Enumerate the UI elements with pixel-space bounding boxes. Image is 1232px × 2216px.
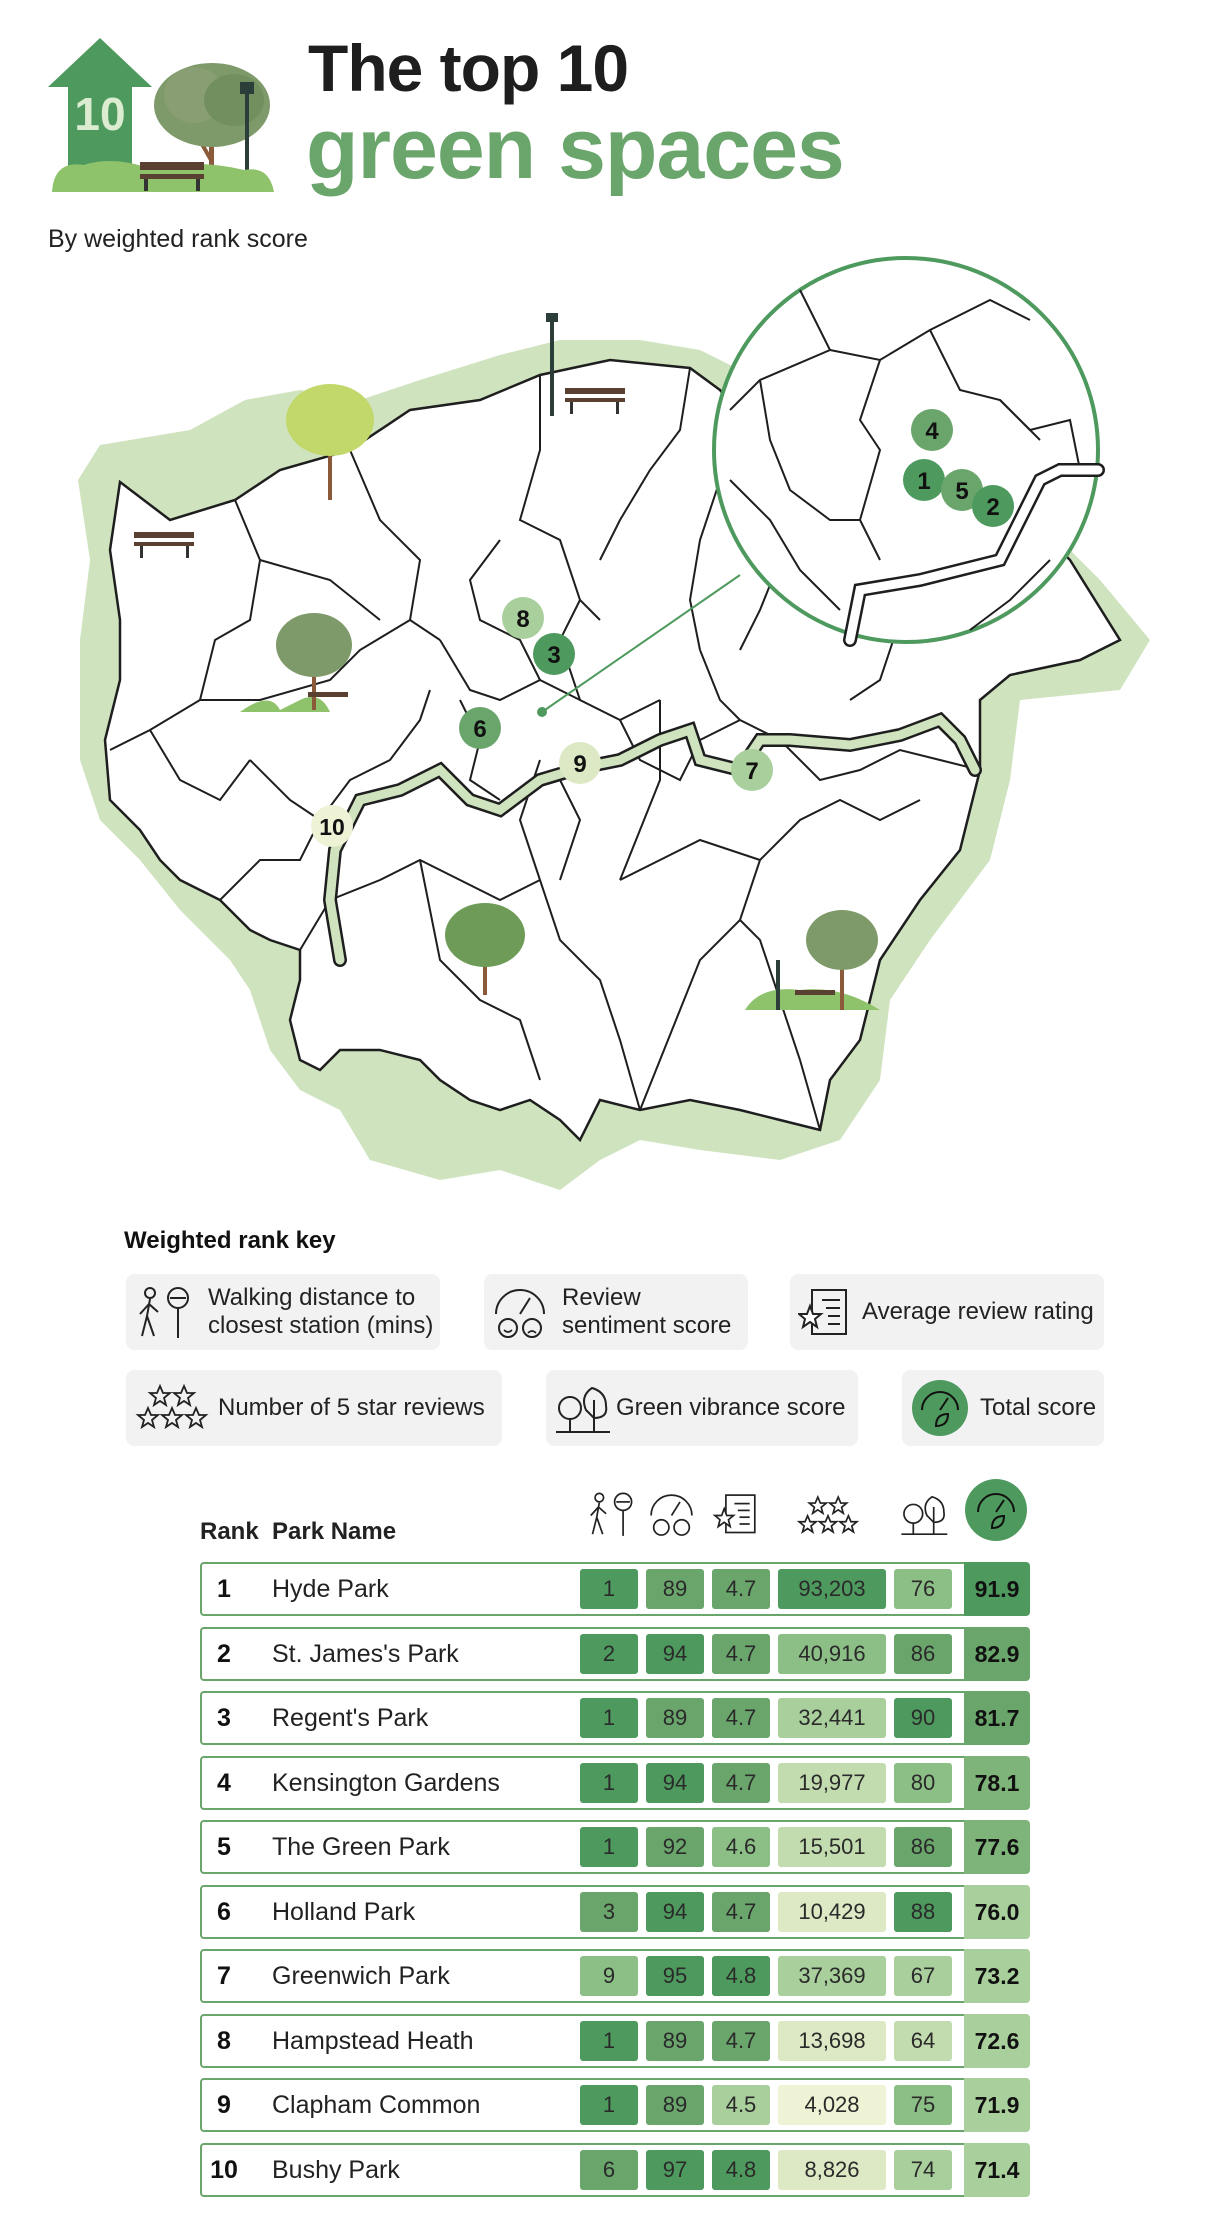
five-star-cell: 32,441 [778,1698,886,1738]
park-name-cell: Clapham Common [272,2091,481,2119]
total-score-cell: 71.9 [964,2078,1030,2132]
walk-cell: 1 [580,1698,638,1738]
svg-text:2: 2 [986,494,1000,521]
rating-cell: 4.5 [712,2085,770,2125]
sentiment-cell: 94 [646,1634,704,1674]
sentiment-gauge-icon [651,1495,692,1535]
park-name-cell: Holland Park [272,1897,416,1926]
table-row [200,1562,1030,1616]
key-label-line1: Walking distance to [208,1284,416,1311]
rank-cell: 7 [217,1962,231,1990]
total-score-cell: 81.7 [964,1691,1030,1745]
map-marker-10 [311,805,353,847]
rating-cell: 4.7 [712,2021,770,2061]
total-score-cell: 82.9 [964,1627,1030,1681]
total-score-cell: 72.6 [964,2014,1030,2068]
rating-cell: 4.7 [712,1634,770,1674]
green-cell: 74 [894,2150,952,2190]
key-label-line1: Green vibrance score [616,1394,846,1421]
green-cell: 76 [894,1569,952,1609]
sentiment-cell: 94 [646,1763,704,1803]
green-cell: 75 [894,2085,952,2125]
sentiment-cell: 92 [646,1827,704,1867]
svg-text:5: 5 [955,478,969,505]
svg-text:10: 10 [319,814,345,840]
rating-cell: 4.8 [712,2150,770,2190]
column-header-park: Park Name [272,1518,397,1545]
rank-cell: 4 [217,1768,231,1797]
rating-cell: 4.7 [712,1569,770,1609]
rank-cell: 8 [217,2026,231,2055]
table-row [200,2078,1030,2132]
map-marker-6 [459,707,501,749]
key-label-line1: Total score [980,1394,1097,1421]
svg-text:8: 8 [516,606,530,633]
total-score-icon [910,1378,970,1438]
five-star-icon [799,1497,857,1532]
rank-cell: 9 [217,2091,231,2119]
sentiment-cell: 97 [646,2150,704,2190]
park-name-cell: Hampstead Heath [272,2026,474,2055]
rank-cell: 1 [217,1575,231,1603]
walk-cell: 1 [580,2085,638,2125]
sentiment-cell: 89 [646,1569,704,1609]
map-marker-3 [533,633,575,675]
five-star-cell: 13,698 [778,2021,886,2061]
total-score-cell: 73.2 [964,1949,1030,2003]
rank-cell: 6 [217,1897,231,1926]
key-item-five-star [126,1370,502,1446]
five-star-cell: 37,369 [778,1956,886,1996]
svg-text:9: 9 [573,751,587,778]
svg-text:7: 7 [745,758,759,785]
zoom-origin-dot [537,707,547,717]
green-cell: 80 [894,1763,952,1803]
key-item-rating [790,1274,1104,1350]
total-score-cell: 77.6 [964,1820,1030,1874]
sentiment-cell: 94 [646,1892,704,1932]
rating-cell: 4.8 [712,1956,770,1996]
sentiment-cell: 89 [646,1698,704,1738]
london-map [0,240,1232,1200]
trees-icon [901,1497,947,1534]
walking-station-icon [591,1493,632,1536]
walk-cell: 1 [580,1569,638,1609]
table-row [200,1756,1030,1810]
key-item-green [546,1370,858,1446]
total-score-cell: 76.0 [964,1885,1030,1939]
svg-text:1: 1 [917,468,931,495]
green-cell: 86 [894,1634,952,1674]
five-star-cell: 10,429 [778,1892,886,1932]
park-name-cell: Greenwich Park [272,1962,450,1990]
walk-cell: 3 [580,1892,638,1932]
green-cell: 88 [894,1892,952,1932]
five-star-cell: 4,028 [778,2085,886,2125]
key-label-line1: Average review rating [862,1298,1094,1325]
key-label-line2: sentiment score [562,1312,732,1339]
rating-cell: 4.7 [712,1892,770,1932]
five-star-cell: 15,501 [778,1827,886,1867]
map-marker-7 [731,749,773,791]
map-marker-9 [559,742,601,784]
five-star-cell: 40,916 [778,1634,886,1674]
walk-cell: 1 [580,1827,638,1867]
table-row [200,2143,1030,2197]
rank-cell: 5 [217,1833,231,1861]
badge-number: 10 [74,88,126,140]
key-item-sentiment [484,1274,748,1350]
park-name-cell: St. James's Park [272,1639,459,1668]
rating-cell: 4.6 [712,1827,770,1867]
map-marker-4 [911,409,953,451]
table-row [200,1885,1030,1939]
table-row [200,1949,1030,2003]
rank-cell: 3 [217,1704,231,1732]
green-cell: 86 [894,1827,952,1867]
title-line1: The top 10 [308,31,629,105]
rank-cell: 2 [217,1639,231,1668]
park-name-cell: Hyde Park [272,1575,389,1603]
subtitle: By weighted rank score [48,225,308,253]
sentiment-cell: 95 [646,1956,704,1996]
total-score-cell: 91.9 [964,1562,1030,1616]
green-cell: 64 [894,2021,952,2061]
walk-cell: 1 [580,2021,638,2061]
park-name-cell: The Green Park [272,1833,450,1861]
svg-text:6: 6 [473,716,487,743]
rating-cell: 4.7 [712,1763,770,1803]
map-marker-8 [502,597,544,639]
walking-station-icon [132,1284,202,1340]
key-label-line1: Number of 5 star reviews [218,1394,485,1421]
map-marker-1 [903,459,945,501]
total-score-icon [965,1479,1027,1541]
park-name-cell: Kensington Gardens [272,1768,500,1797]
park-name-cell: Regent's Park [272,1704,429,1732]
five-star-cell: 8,826 [778,2150,886,2190]
walk-cell: 1 [580,1763,638,1803]
total-score-cell: 71.4 [964,2143,1030,2197]
review-rating-icon [715,1495,755,1532]
table-row [200,1820,1030,1874]
walk-cell: 2 [580,1634,638,1674]
rating-cell: 4.7 [712,1698,770,1738]
sentiment-cell: 89 [646,2021,704,2061]
rank-cell: 10 [210,2155,238,2184]
walk-cell: 6 [580,2150,638,2190]
map-marker-2 [972,485,1014,527]
sentiment-cell: 89 [646,2085,704,2125]
key-label-line2: closest station (mins) [208,1312,434,1339]
header-illustration [44,30,284,200]
trees-icon [552,1380,612,1436]
key-item-total [902,1370,1104,1446]
green-cell: 90 [894,1698,952,1738]
svg-text:3: 3 [547,642,561,669]
review-rating-icon [798,1284,854,1340]
park-name-cell: Bushy Park [272,2155,400,2184]
key-item-walking [126,1274,440,1350]
column-header-rank: Rank [200,1518,259,1545]
walk-cell: 9 [580,1956,638,1996]
title-line2: green spaces [306,101,844,197]
five-star-icon [132,1380,212,1436]
green-cell: 67 [894,1956,952,1996]
svg-text:4: 4 [925,418,939,445]
sentiment-gauge-icon [490,1284,550,1340]
five-star-cell: 19,977 [778,1763,886,1803]
total-score-cell: 78.1 [964,1756,1030,1810]
column-icons [580,1476,1030,1546]
key-label-line1: Review [562,1284,641,1311]
key-title: Weighted rank key [124,1227,336,1254]
five-star-cell: 93,203 [778,1569,886,1609]
table-row [200,2014,1030,2068]
table-row [200,1691,1030,1745]
table-row [200,1627,1030,1681]
